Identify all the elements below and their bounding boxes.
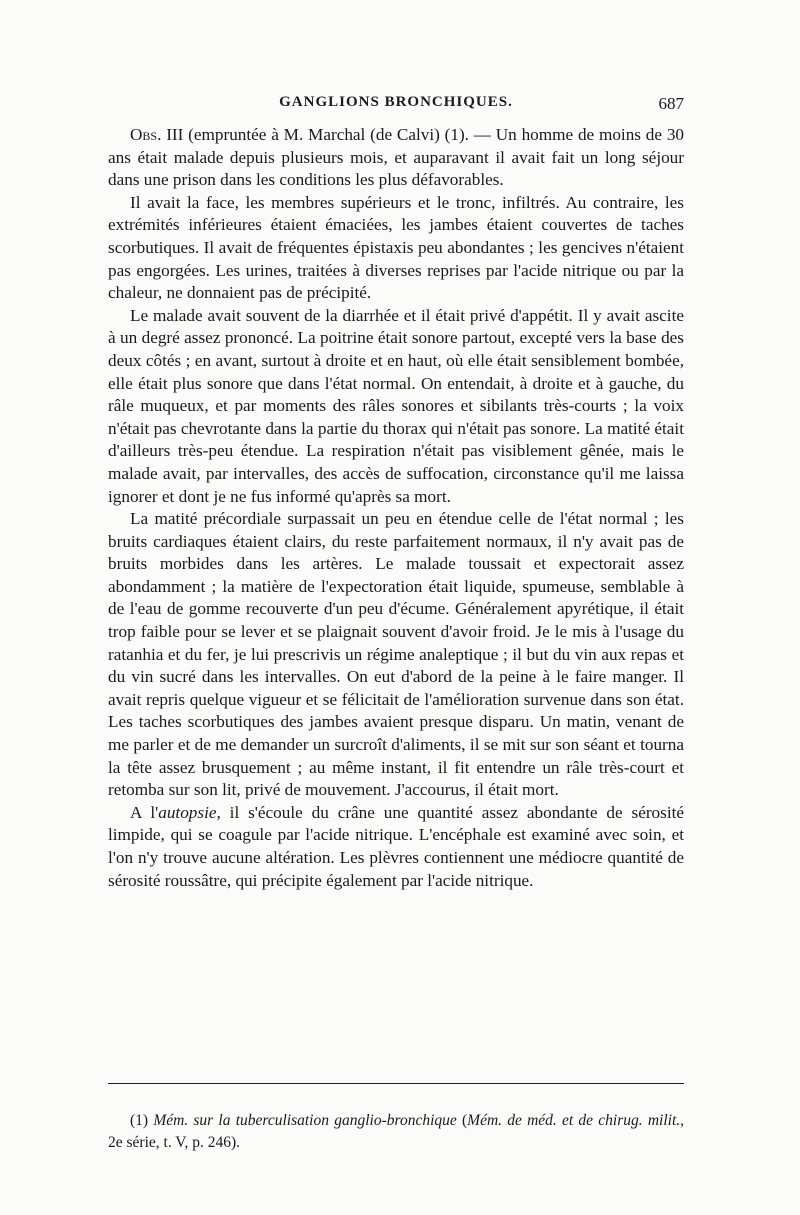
footnote-source: Mém. de méd. et de chirug. milit. [467, 1112, 681, 1129]
paragraph-5 [108, 802, 684, 892]
page-number: 687 [658, 94, 684, 113]
running-title: GANGLIONS BRONCHIQUES. [279, 94, 513, 110]
footnote-title: Mém. sur la tuberculisation ganglio-bronchique [153, 1112, 457, 1129]
footnote [108, 1110, 684, 1154]
paragraph-4: La matité précordiale surpassait un peu en étendue celle de l'état normal ; les bruits cardiaques étaient clairs, du reste parfaitement normaux, il n'y avait pas de bruits morbides dans les artères. Le malade toussait et expectorait assez abondamment ; la matière de l'expectoration était liquide, spumeuse, semblable à de l'eau de gomme recouverte d'un peu d'écume. Généralement apyrétique, il était trop faible pour se lever et se plaignait souvent d'avoir froid. Je le mis à l'usage du ratanhia et du fer, je lui prescrivis un régime analeptique ; il but du vin aux repas et du vin sucré dans les intervalles. On eut d'abord de la peine à le faire manger. Il avait repris quelque vigueur et se félicitait de l'amélioration survenue dans son état. Les taches scorbutiques des jambes avaient presque disparu. Un matin, venant de me parler et de me demander un surcroît d'aliments, il se mit sur son séant et tourna la tête assez brusquement ; au même instant, il fit entendre un râle très-court et retomba sur son lit, privé de mouvement. J'accourus, il était mort. [108, 509, 684, 800]
footnote-divider [108, 1083, 684, 1084]
page-header [108, 94, 684, 118]
obs-label: Obs. [130, 125, 162, 144]
body-text [108, 124, 684, 892]
autopsie-italic: autopsie [158, 802, 217, 822]
footnote-marker: (1) [130, 1112, 149, 1129]
footnote-source-rest: , 2e série, t. V, p. 246). [108, 1112, 685, 1151]
paragraph-5-rest: , il s'écoule du crâne une quantité assez abondante de sérosité limpide, qui se coagule par l'acide nitrique. L'encéphale est examiné avec soin, et l'on n'y trouve aucune altération. Les plèvres contiennent une médiocre quantité de sérosité roussâtre, qui précipite également par l'acide nitrique. [108, 802, 685, 890]
paragraph-1-text: III (empruntée à M. Marchal (de Calvi) (1). — Un homme de moins de 30 ans était malade depuis plusieurs mois, et auparavant il avait fait un long séjour dans une prison dans les conditions les plus défavorables. [108, 125, 685, 190]
paragraph-3: Le malade avait souvent de la diarrhée et il était privé d'appétit. Il y avait ascite à un degré assez prononcé. La poitrine était sonore partout, excepté vers la base des deux côtés ; en avant, surtout à droite et en haut, où elle était sensiblement bombée, elle était plus sonore que dans l'état normal. On entendait, à droite et à gauche, du râle muqueux, et par moments des râles sonores et sibilants très-courts ; la voix n'était pas chevrotante dans la partie du thorax qui n'était pas sonore. La matité était d'ailleurs très-peu étendue. La respiration n'était pas visiblement gênée, mais le malade avait, par intervalles, des accès de suffocation, circonstance qu'il me laissa ignorer et dont je ne fus informé qu'après sa mort. [108, 305, 684, 506]
paragraph-observation [108, 124, 684, 192]
paragraph-5-prefix: A l' [130, 802, 159, 822]
paragraph-2: Il avait la face, les membres supérieurs et le tronc, infiltrés. Au contraire, les extrémités inférieures étaient émaciées, les jambes étaient couvertes de taches scorbutiques. Il avait de fréquentes épistaxis peu abondantes ; les gencives n'étaient pas engorgées. Les urines, traitées à diverses reprises par l'acide nitrique ou par la chaleur, ne donnaient pas de précipité. [108, 192, 684, 303]
footnote-source-open: ( [462, 1112, 468, 1129]
